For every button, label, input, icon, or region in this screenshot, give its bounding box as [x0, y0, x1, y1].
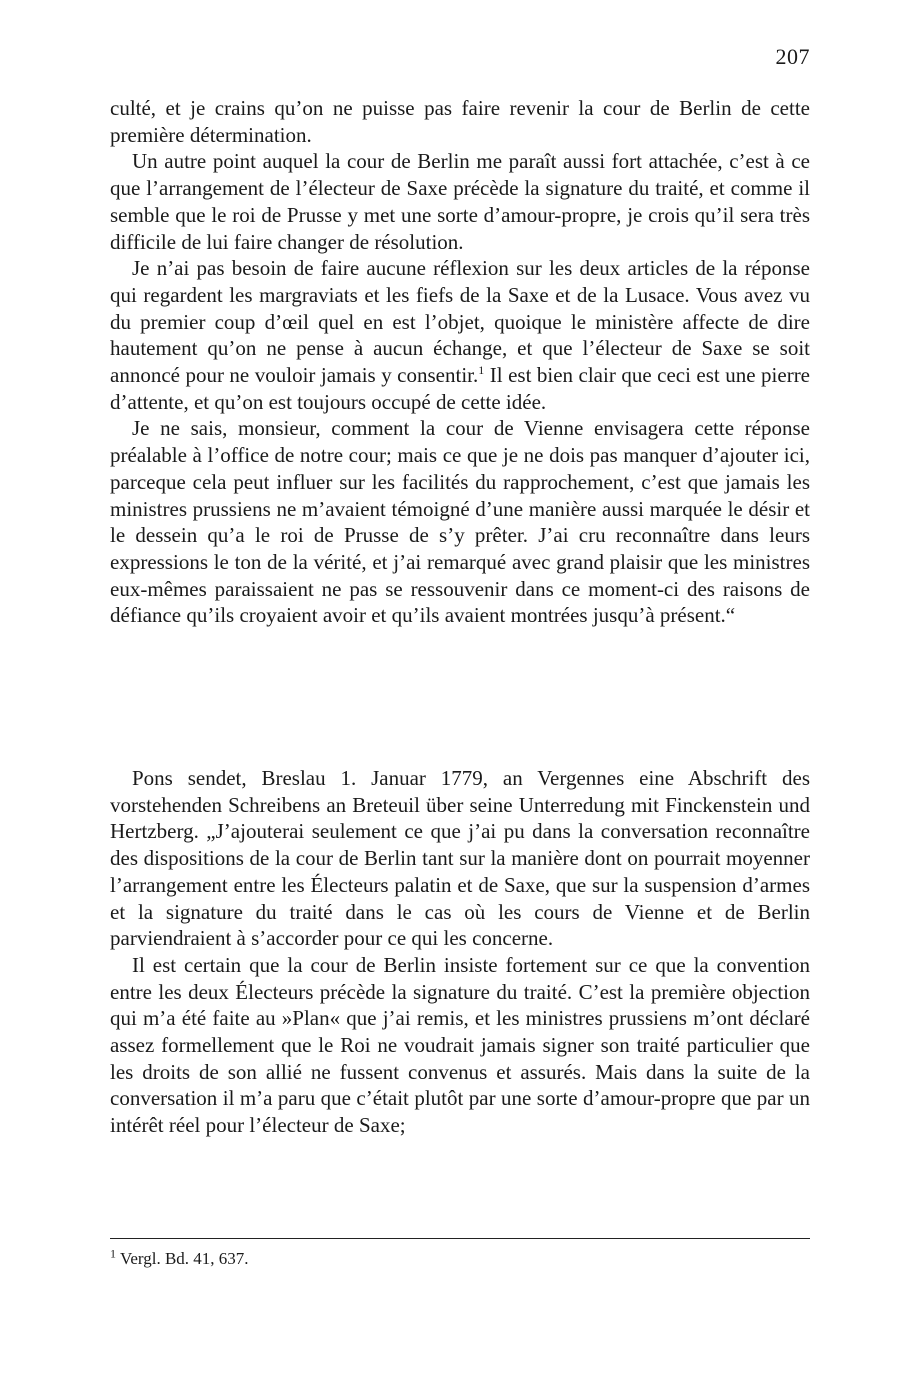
paragraph: culté, et je crains qu’on ne puisse pas faire revenir la cour de Berlin de cette première détermination. [110, 96, 810, 147]
letter-continuation [110, 95, 810, 629]
paragraph: Un autre point auquel la cour de Berlin me paraît aussi fort attachée, c’est à ce que l’arrangement de l’électeur de Saxe précède la signature du traité, et comme il semble que le roi de Prusse y met une sorte d’amour-propre, je crois qu’il sera très difficile de lui faire changer de résolution. [110, 149, 810, 254]
page-number: 207 [775, 44, 810, 69]
footnote-divider [110, 1238, 810, 1239]
paragraph [110, 255, 810, 415]
footnote [110, 1248, 810, 1270]
paragraph: Pons sendet, Breslau 1. Januar 1779, an Vergennes eine Abschrift des vorstehenden Schreibens an Breteuil über seine Unterredung mit Finckenstein und Hertzberg. „J’ajouterai seulement ce que j’ai pu dans la conversation reconnaître des dispositions de la cour de Berlin tant sur la manière dont on pourrait moyenner l’arrangement entre les Électeurs palatin et de Saxe, que sur la suspension d’armes et la signature du traité dans le cas où les cours de Vienne et de Berlin parviendraient à s’accorder pour ce qui les concerne. [110, 766, 810, 951]
paragraph: Il est certain que la cour de Berlin insiste fortement sur ce que la convention entre les deux Électeurs précède la signature du traité. C’est la première objection qui m’a été faite au »Plan« que j’ai remis, et les ministres prussiens m’ont déclaré assez formellement que le Roi ne voudrait jamais signer son traité particulier que les droits de son allié ne fussent convenus et assurés. Mais dans la suite de la conversation il m’a paru que c’était plutôt par une sorte d’amour-propre que par un intérêt réel pour l’électeur de Saxe; [110, 952, 810, 1138]
paragraph-text: Il est bien clair que ceci est une pierre d’attente, et qu’on est toujours occupé de cette idée. [110, 363, 811, 414]
paragraph: Je ne sais, monsieur, comment la cour de Vienne envisagera cette réponse préalable à l’office de notre cour; mais ce que je ne dois pas manquer d’ajouter ici, parceque cela peut influer sur les facilités du rapprochement, c’est que jamais les ministres prussiens ne m’avaient témoigné d’une manière aussi marquée le désir et le dessein qu’a le roi de Prusse de s’y prêter. J’ai cru reconnaître dans leurs expressions le ton de la vérité, et j’ai remarqué avec grand plaisir que les ministres eux-mêmes paraissaient ne pas se ressouvenir dans ce moment-ci des raisons de défiance qu’ils croyaient avoir et qu’ils avaient montrées jusqu’à présent.“ [110, 416, 810, 628]
footnote-text: Vergl. Bd. 41, 637. [116, 1249, 249, 1268]
footnote-reference: 1 [478, 363, 485, 378]
pons-dispatch [110, 765, 810, 1139]
paragraph-text: Je n’ai pas besoin de faire aucune réflexion sur les deux articles de la réponse qui regardent les margraviats et les fiefs de la Saxe et de la Lusace. Vous avez vu du premier coup d’œil quel en est l’objet, quoique le ministère affecte de dire hautement qu’on ne pense à aucun échange, et que l’électeur de Saxe se soit annoncé pour ne vouloir jamais y consentir. [110, 256, 810, 388]
footnote-marker: 1 [110, 1246, 116, 1261]
